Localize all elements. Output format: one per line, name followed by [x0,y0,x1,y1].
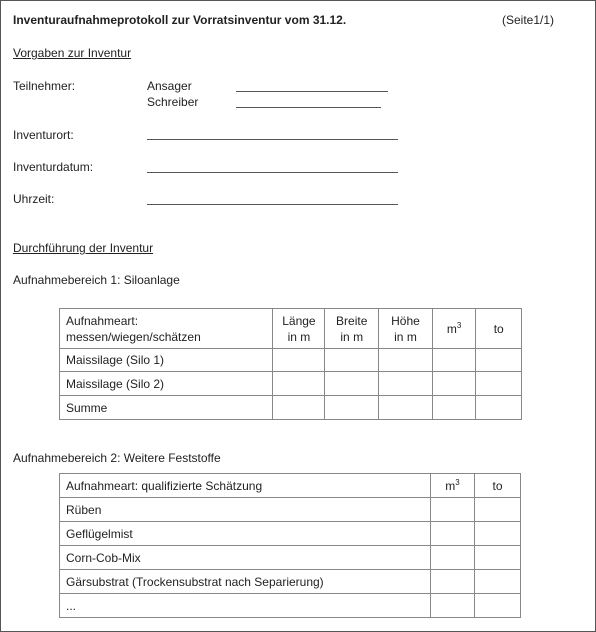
header-to: to [476,309,522,349]
cell-laenge[interactable] [273,372,325,396]
row-label: Summe [60,396,273,420]
participants-label: Teilnehmer: [13,79,76,93]
header-hoehe-line2: in m [394,329,417,344]
schreiber-label: Schreiber [147,95,199,109]
cell-to[interactable] [475,522,521,546]
cell-to[interactable] [476,396,522,420]
section-heading-durchfuehrung: Durchführung der Inventur [13,241,154,255]
table-row [60,570,521,594]
header-aufnahmeart [60,309,273,349]
table-row [60,396,522,420]
header-aufnahmeart-line2: messen/wiegen/schätzen [66,329,201,344]
uhrzeit-label: Uhrzeit: [13,192,55,206]
schreiber-field-line [236,107,381,108]
row-label: Maissilage (Silo 1) [60,349,273,372]
header-laenge-line1: Länge [282,313,316,328]
cell-m3[interactable] [431,522,475,546]
table-row [60,498,521,522]
header-breite-line2: in m [340,329,364,344]
header-m3-base: m [445,479,456,493]
cell-m3[interactable] [431,498,475,522]
cell-to[interactable] [475,594,521,618]
uhrzeit-field-line [147,204,398,205]
cell-breite[interactable] [325,372,379,396]
ansager-label: Ansager [147,79,192,93]
table-row [60,546,521,570]
header-laenge-line2: in m [287,329,311,344]
table-row [60,522,521,546]
header-m3 [431,474,475,498]
cell-hoehe[interactable] [379,372,433,396]
header-hoehe [379,309,433,349]
cell-m3[interactable] [431,570,475,594]
cell-to[interactable] [476,349,522,372]
cell-m3[interactable] [432,372,476,396]
cell-breite[interactable] [325,349,379,372]
row-label: Rüben [60,498,431,522]
ansager-field-line [236,91,388,92]
cell-to[interactable] [475,498,521,522]
table-row [60,372,522,396]
header-m3-sup: 3 [456,321,462,330]
header-aufnahmeart-line1: Aufnahmeart: [66,313,139,328]
cell-to[interactable] [475,570,521,594]
page-number: (Seite1/1) [502,13,555,27]
row-label: ... [60,594,431,618]
row-label: Corn-Cob-Mix [60,546,431,570]
cell-breite[interactable] [325,396,379,420]
cell-laenge[interactable] [273,349,325,372]
row-label: Maissilage (Silo 2) [60,372,273,396]
row-label: Gärsubstrat (Trockensubstrat nach Separierung) [60,570,431,594]
header-laenge [273,309,325,349]
cell-laenge[interactable] [273,396,325,420]
cell-to[interactable] [476,372,522,396]
row-label: Geflügelmist [60,522,431,546]
section-heading-vorgaben: Vorgaben zur Inventur [13,46,132,60]
cell-m3[interactable] [432,349,476,372]
cell-to[interactable] [475,546,521,570]
cell-hoehe[interactable] [379,349,433,372]
table-header-row [60,474,521,498]
feststoffe-table [59,473,521,618]
cell-m3[interactable] [431,546,475,570]
document-title: Inventuraufnahmeprotokoll zur Vorratsinventur vom 31.12. [13,13,347,27]
header-m3 [432,309,476,349]
inventurort-label: Inventurort: [13,128,74,142]
cell-hoehe[interactable] [379,396,433,420]
table-row [60,594,521,618]
siloanlage-table [59,308,522,420]
aufnahmebereich-1-label: Aufnahmebereich 1: Siloanlage [13,273,180,287]
aufnahmebereich-2-label: Aufnahmebereich 2: Weitere Feststoffe [13,451,221,465]
header-hoehe-line1: Höhe [391,313,420,328]
inventurdatum-field-line [147,172,398,173]
header-m3-base: m [446,322,457,336]
header-aufnahmeart: Aufnahmeart: qualifizierte Schätzung [60,474,431,498]
table-header-row [60,309,522,349]
cell-m3[interactable] [431,594,475,618]
header-m3-sup: 3 [455,478,460,487]
header-breite-line1: Breite [336,313,368,328]
header-to: to [475,474,521,498]
table-row [60,349,522,372]
header-breite [325,309,379,349]
cell-m3[interactable] [432,396,476,420]
inventurort-field-line [147,139,398,140]
inventurdatum-label: Inventurdatum: [13,160,94,174]
